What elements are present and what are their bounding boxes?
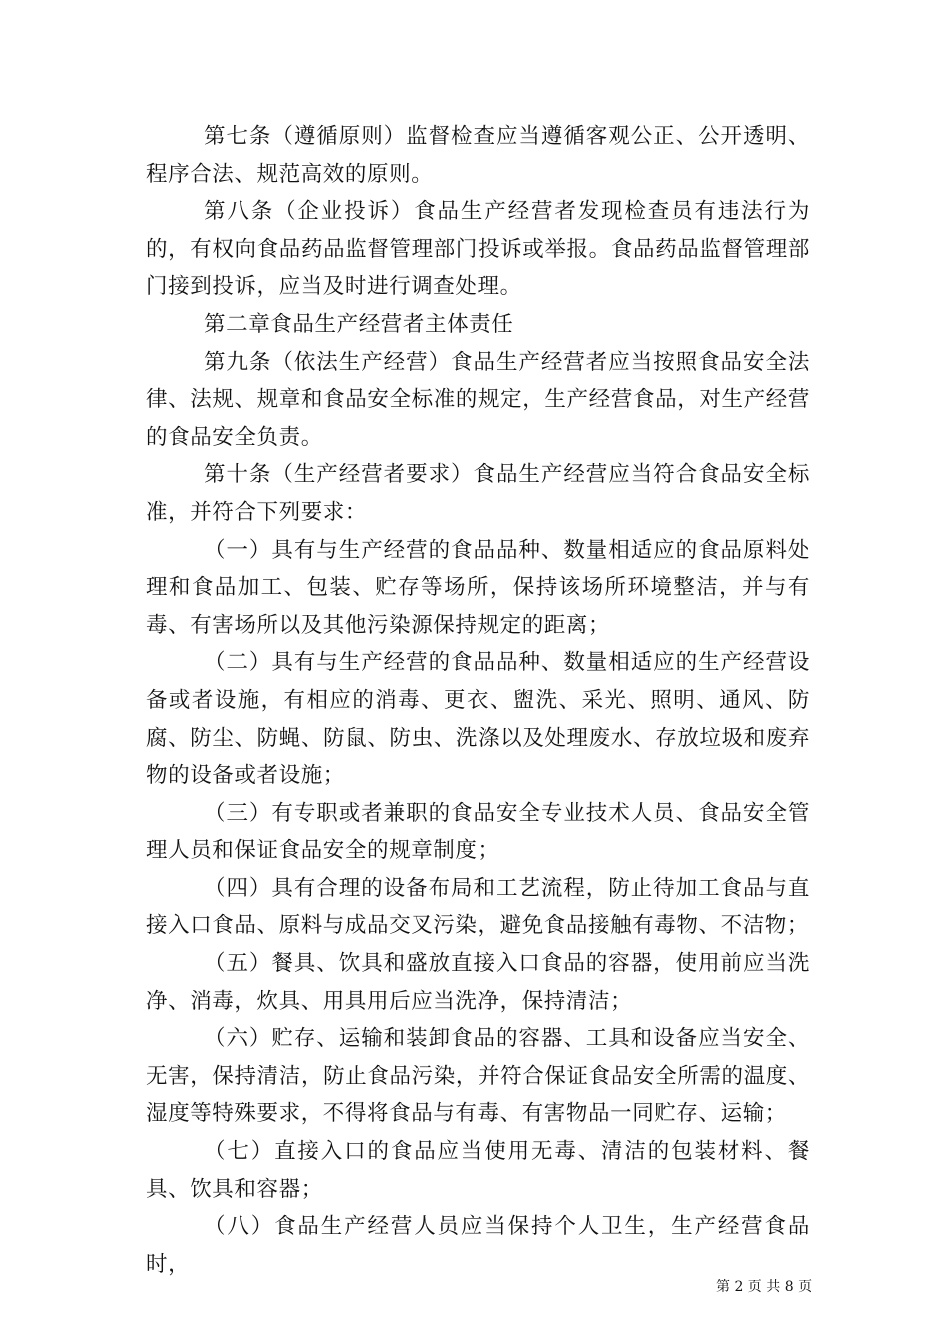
list-item-7: （七）直接入口的食品应当使用无毒、清洁的包装材料、餐具、饮具和容器； bbox=[146, 1139, 810, 1202]
list-item-6: （六）贮存、运输和装卸食品的容器、工具和设备应当安全、无害，保持清洁，防止食品污染，并符合保证食品安全所需的温度、湿度等特殊要求，不得将食品与有毒、有害物品一同贮存、运输； bbox=[146, 1026, 810, 1127]
list-item-8: （八）食品生产经营人员应当保持个人卫生，生产经营食品时， bbox=[146, 1214, 810, 1277]
article-8-paragraph: 第八条（企业投诉）食品生产经营者发现检查员有违法行为的，有权向食品药品监督管理部门投诉或举报。食品药品监督管理部门接到投诉，应当及时进行调查处理。 bbox=[146, 199, 810, 300]
article-7-paragraph: 第七条（遵循原则）监督检查应当遵循客观公正、公开透明、程序合法、规范高效的原则。 bbox=[146, 124, 810, 187]
list-item-2: （二）具有与生产经营的食品品种、数量相适应的生产经营设备或者设施，有相应的消毒、更衣、盥洗、采光、照明、通风、防腐、防尘、防蝇、防鼠、防虫、洗涤以及处理废水、存放垃圾和废弃物的设备或者设施； bbox=[146, 650, 810, 789]
chapter-2-heading: 第二章食品生产经营者主体责任 bbox=[204, 311, 514, 337]
article-10-paragraph: 第十条（生产经营者要求）食品生产经营应当符合食品安全标准，并符合下列要求： bbox=[146, 462, 810, 525]
article-9-paragraph: 第九条（依法生产经营）食品生产经营者应当按照食品安全法律、法规、规章和食品安全标准的规定，生产经营食品，对生产经营的食品安全负责。 bbox=[146, 349, 810, 450]
list-item-3: （三）有专职或者兼职的食品安全专业技术人员、食品安全管理人员和保证食品安全的规章制度； bbox=[146, 800, 810, 864]
page-number-footer: 第 2 页 共 8 页 bbox=[716, 1279, 813, 1295]
list-item-4: （四）具有合理的设备布局和工艺流程，防止待加工食品与直接入口食品、原料与成品交叉污染，避免食品接触有毒物、不洁物； bbox=[146, 875, 810, 939]
list-item-1: （一）具有与生产经营的食品品种、数量相适应的食品原料处理和食品加工、包装、贮存等场所，保持该场所环境整洁，并与有毒、有害场所以及其他污染源保持规定的距离； bbox=[146, 537, 810, 638]
document-body bbox=[146, 118, 810, 1283]
list-item-5: （五）餐具、饮具和盛放直接入口食品的容器，使用前应当洗净、消毒，炊具、用具用后应当洗净，保持清洁； bbox=[146, 951, 810, 1014]
